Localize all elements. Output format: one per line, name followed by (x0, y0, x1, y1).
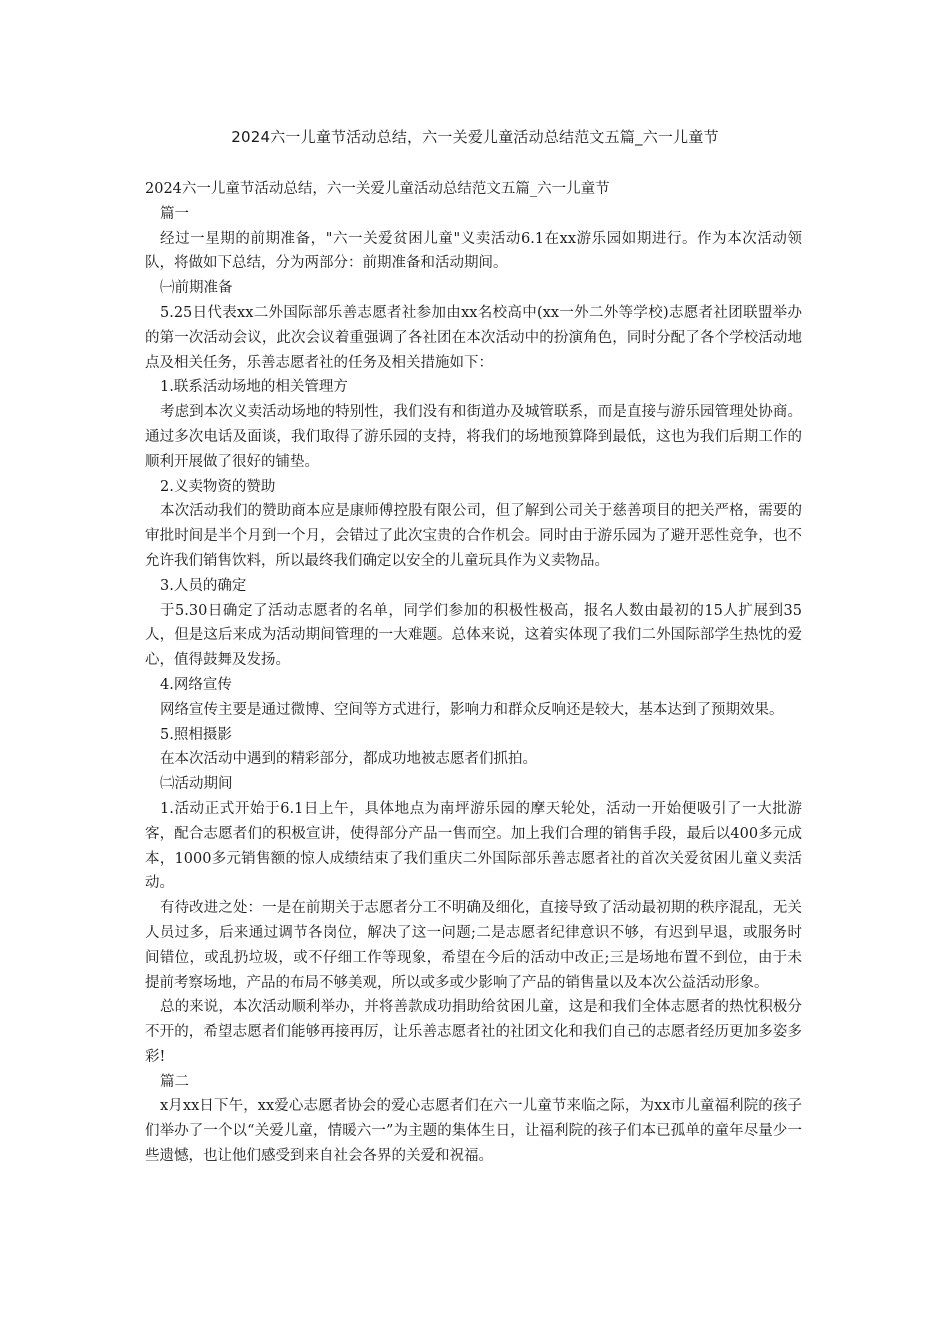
paragraph: 5.25日代表xx二外国际部乐善志愿者社参加由xx名校高中(xx一外二外等学校)志愿者社团联盟举办的第一次活动会议，此次会议着重强调了各社团在本次活动中的扮演角色，同时分配了各个学校活动地点及相关任务，乐善志愿者社的任务及相关措施如下： (145, 304, 802, 371)
section-label: 篇一 (160, 205, 189, 222)
subsection-label: ㈡活动期间 (160, 776, 233, 793)
paragraph: 总的来说，本次活动顺利举办，并将善款成功捐助给贫困儿童，这是和我们全体志愿者的热忱积极分不开的，希望志愿者们能够再接再厉，让乐善志愿者社的社团文化和我们自己的志愿者经历更加多姿多彩! (145, 999, 802, 1065)
paragraph: 于5.30日确定了活动志愿者的名单，同学们参加的积极性极高，报名人数由最初的15人扩展到35人，但是这后来成为活动期间管理的一大难题。总体来说，这着实体现了我们二外国际部学生热忱的爱心，值得鼓舞及发扬。 (145, 602, 802, 669)
section-label: 篇二 (160, 1073, 189, 1090)
document-body (145, 177, 802, 1169)
document-title: 2024六一儿童节活动总结，六一关爱儿童活动总结范文五篇_六一儿童节 (231, 128, 719, 146)
subsection-label: ㈠前期准备 (160, 280, 233, 297)
paragraph: 考虑到本次义卖活动场地的特别性，我们没有和街道办及城管联系，而是直接与游乐园管理处协商。通过多次电话及面谈，我们取得了游乐园的支持，将我们的场地预算降到最低，这也为我们后期工作的顺利开展做了很好的铺垫。 (145, 404, 802, 470)
paragraph: 在本次活动中遇到的精彩部分，都成功地被志愿者们抓拍。 (160, 751, 537, 768)
paragraph-heading: 2024六一儿童节活动总结，六一关爱儿童活动总结范文五篇_六一儿童节 (145, 181, 610, 197)
paragraph: 网络宣传主要是通过微博、空间等方式进行，影响力和群众反响还是较大，基本达到了预期效果。 (160, 701, 784, 718)
paragraph: x月xx日下午，xx爱心志愿者协会的爱心志愿者们在六一儿童节来临之际，为xx市儿童福利院的孩子们举办了一个以“关爱儿童，情暖六一”为主题的集体生日，让福利院的孩子们本已孤单的童年尽量少一些遗憾，也让他们感受到来自社会各界的关爱和祝福。 (145, 1098, 802, 1165)
item-heading: 3.人员的确定 (160, 577, 247, 594)
paragraph: 经过一星期的前期准备，"六一关爱贫困儿童"义卖活动6.1在xx游乐园如期进行。作为本次活动领队，将做如下总结，分为两部分：前期准备和活动期间。 (145, 230, 802, 272)
item-heading: 1.联系活动场地的相关管理方 (160, 379, 348, 396)
item-heading: 5.照相摄影 (160, 726, 232, 743)
item-heading: 2.义卖物资的赞助 (160, 478, 276, 495)
item-heading: 4.网络宣传 (160, 676, 232, 693)
paragraph: 有待改进之处：一是在前期关于志愿者分工不明确及细化，直接导致了活动最初期的秩序混乱，无关人员过多，后来通过调节各岗位，解决了这一问题;二是志愿者纪律意识不够，有迟到早退，或服务时间错位，或乱扔垃圾，或不仔细工作等现象，希望在今后的活动中改正;三是场地布置不到位，由于未提前考察场地，产品的布局不够美观，所以或多或少影响了产品的销售量以及本次公益活动形象。 (145, 900, 802, 991)
paragraph: 本次活动我们的赞助商本应是康师傅控股有限公司，但了解到公司关于慈善项目的把关严格，需要的审批时间是半个月到一个月，会错过了此次宝贵的合作机会。同时由于游乐园为了避开恶性竞争，也不允许我们销售饮料，所以最终我们确定以安全的儿童玩具作为义卖物品。 (145, 503, 802, 569)
paragraph: 1.活动正式开始于6.1日上午，具体地点为南坪游乐园的摩天轮处，活动一开始便吸引了一大批游客，配合志愿者们的积极宣讲，使得部分产品一售而空。加上我们合理的销售手段，最后以400多元成本，1000多元销售额的惊人成绩结束了我们重庆二外国际部乐善志愿者社的首次关爱贫困儿童义卖活动。 (145, 800, 802, 892)
